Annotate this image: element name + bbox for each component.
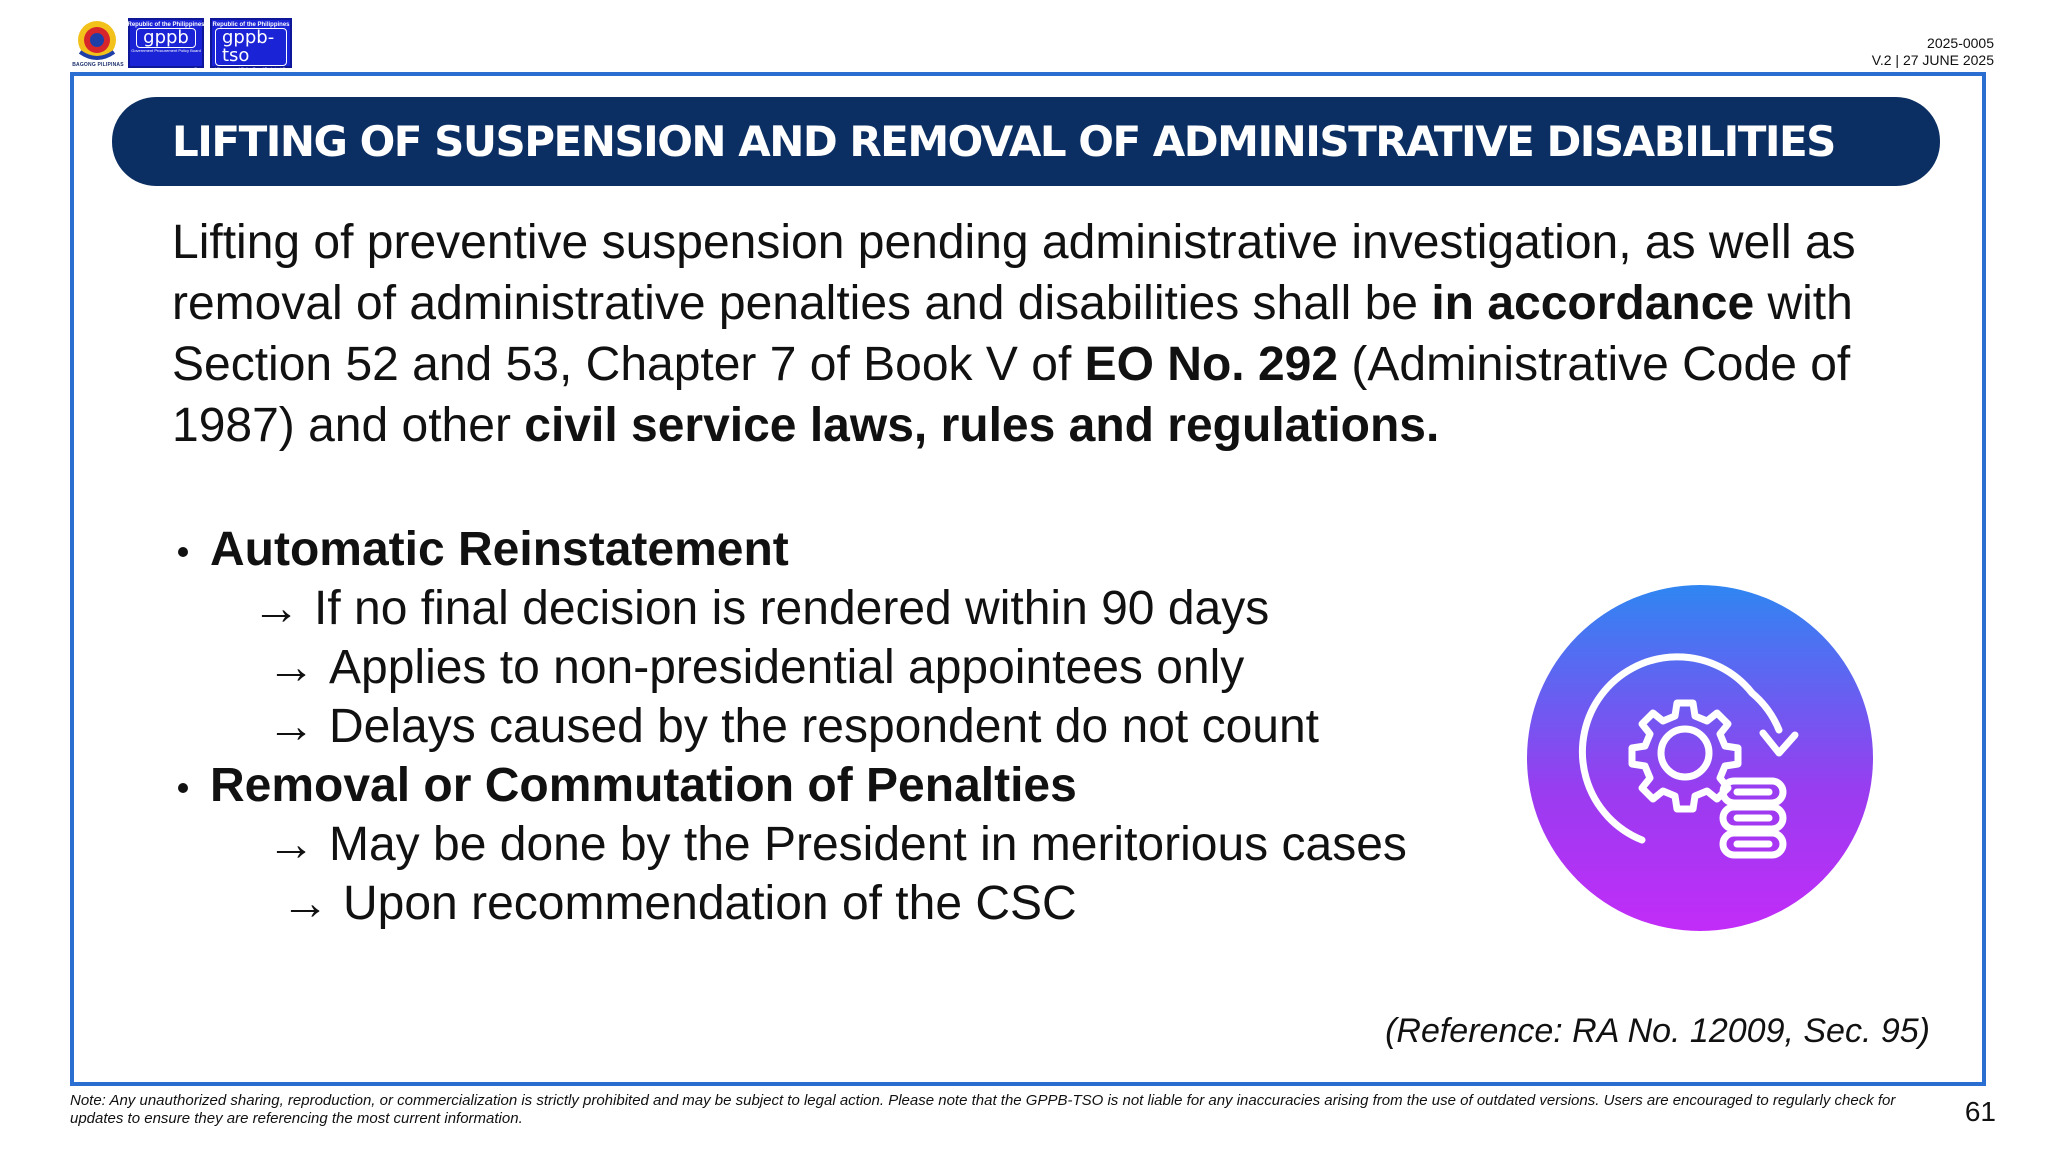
bullet-dot-icon [178, 783, 188, 793]
bullet-removal-commutation [178, 756, 1407, 815]
title-banner [112, 97, 1940, 186]
list-item-text: May be done by the President in meritorious cases [329, 818, 1407, 871]
bullet-dot-icon [178, 547, 188, 557]
gppb-tso-logo-top: Republic of the Philippines [212, 22, 290, 28]
list-item [178, 638, 1407, 697]
list-item [178, 697, 1407, 756]
bullet-heading: Automatic Reinstatement [210, 523, 789, 576]
gppb-logo-top: Republic of the Philippines [127, 22, 205, 28]
document-info [1872, 35, 1994, 69]
bullet-heading: Removal or Commutation of Penalties [210, 759, 1077, 812]
process-illustration [1527, 585, 1873, 931]
intro-text-2: with Section 52 and 53, Chapter 7 of Book V of [172, 277, 1853, 391]
seal-caption: BAGONG PILIPINAS [72, 62, 124, 68]
list-item-text: Delays caused by the respondent do not count [329, 700, 1319, 753]
list-item [178, 874, 1407, 933]
arrow-icon: → [267, 641, 315, 694]
bullet-list [178, 520, 1407, 933]
intro-bold-3: civil service laws, rules and regulations. [524, 399, 1440, 452]
sun-seal-icon [72, 18, 122, 64]
gppb-tso-logo-sub: Government Procurement Policy Board Technical Support Office [194, 66, 308, 71]
list-item-text: Applies to non-presidential appointees only [329, 641, 1245, 694]
document-version: V.2 | 27 JUNE 2025 [1871, 52, 1994, 68]
gppb-tso-logo [194, 18, 308, 71]
intro-text-1: Lifting of preventive suspension pending administrative investigation, as well as removal of administrative penalties and disabilities shall be [172, 216, 1856, 330]
bagong-pilipinas-seal [72, 18, 122, 72]
reference-citation: (Reference: RA No. 12009, Sec. 95) [1385, 1012, 1930, 1050]
page-number: 61 [1964, 1096, 1996, 1127]
list-item [178, 815, 1407, 874]
document-code: 2025-0005 [1927, 35, 1994, 51]
arrow-icon: → [267, 700, 315, 753]
list-item-text: If no final decision is rendered within 90 days [314, 582, 1270, 635]
arrow-icon: → [281, 877, 329, 930]
list-item [178, 579, 1407, 638]
gear-process-database-icon [1527, 585, 1873, 931]
arrow-icon: → [267, 818, 315, 871]
gppb-logo-mark: gppb [136, 28, 196, 48]
gppb-logo [128, 18, 204, 68]
intro-text-3: (Administrative Code of 1987) and other [172, 338, 1851, 452]
footer-note: Note: Any unauthorized sharing, reproduction, or commercialization is strictly prohibited and may be subject to legal action. Please note that the GPPB-TSO is not liable for any inaccuracies arising from the use of outdated versions. Users are encouraged to regularly check for updates to ensure they are referencing the most current information. [70, 1092, 1896, 1127]
header-logos [72, 18, 308, 71]
intro-bold-2: EO No. 292 [1084, 338, 1339, 391]
list-item-text: Upon recommendation of the CSC [343, 877, 1077, 930]
intro-bold-1: in accordance [1431, 277, 1755, 330]
bullet-automatic-reinstatement [178, 520, 1407, 579]
gppb-tso-logo-mark: gppb-tso [215, 28, 287, 66]
gppb-logo-sub: Government Procurement Policy Board [131, 48, 201, 53]
intro-paragraph [172, 212, 1952, 456]
arrow-icon: → [252, 582, 300, 635]
slide-title: LIFTING OF SUSPENSION AND REMOVAL OF ADMINISTRATIVE DISABILITIES [172, 117, 1835, 166]
